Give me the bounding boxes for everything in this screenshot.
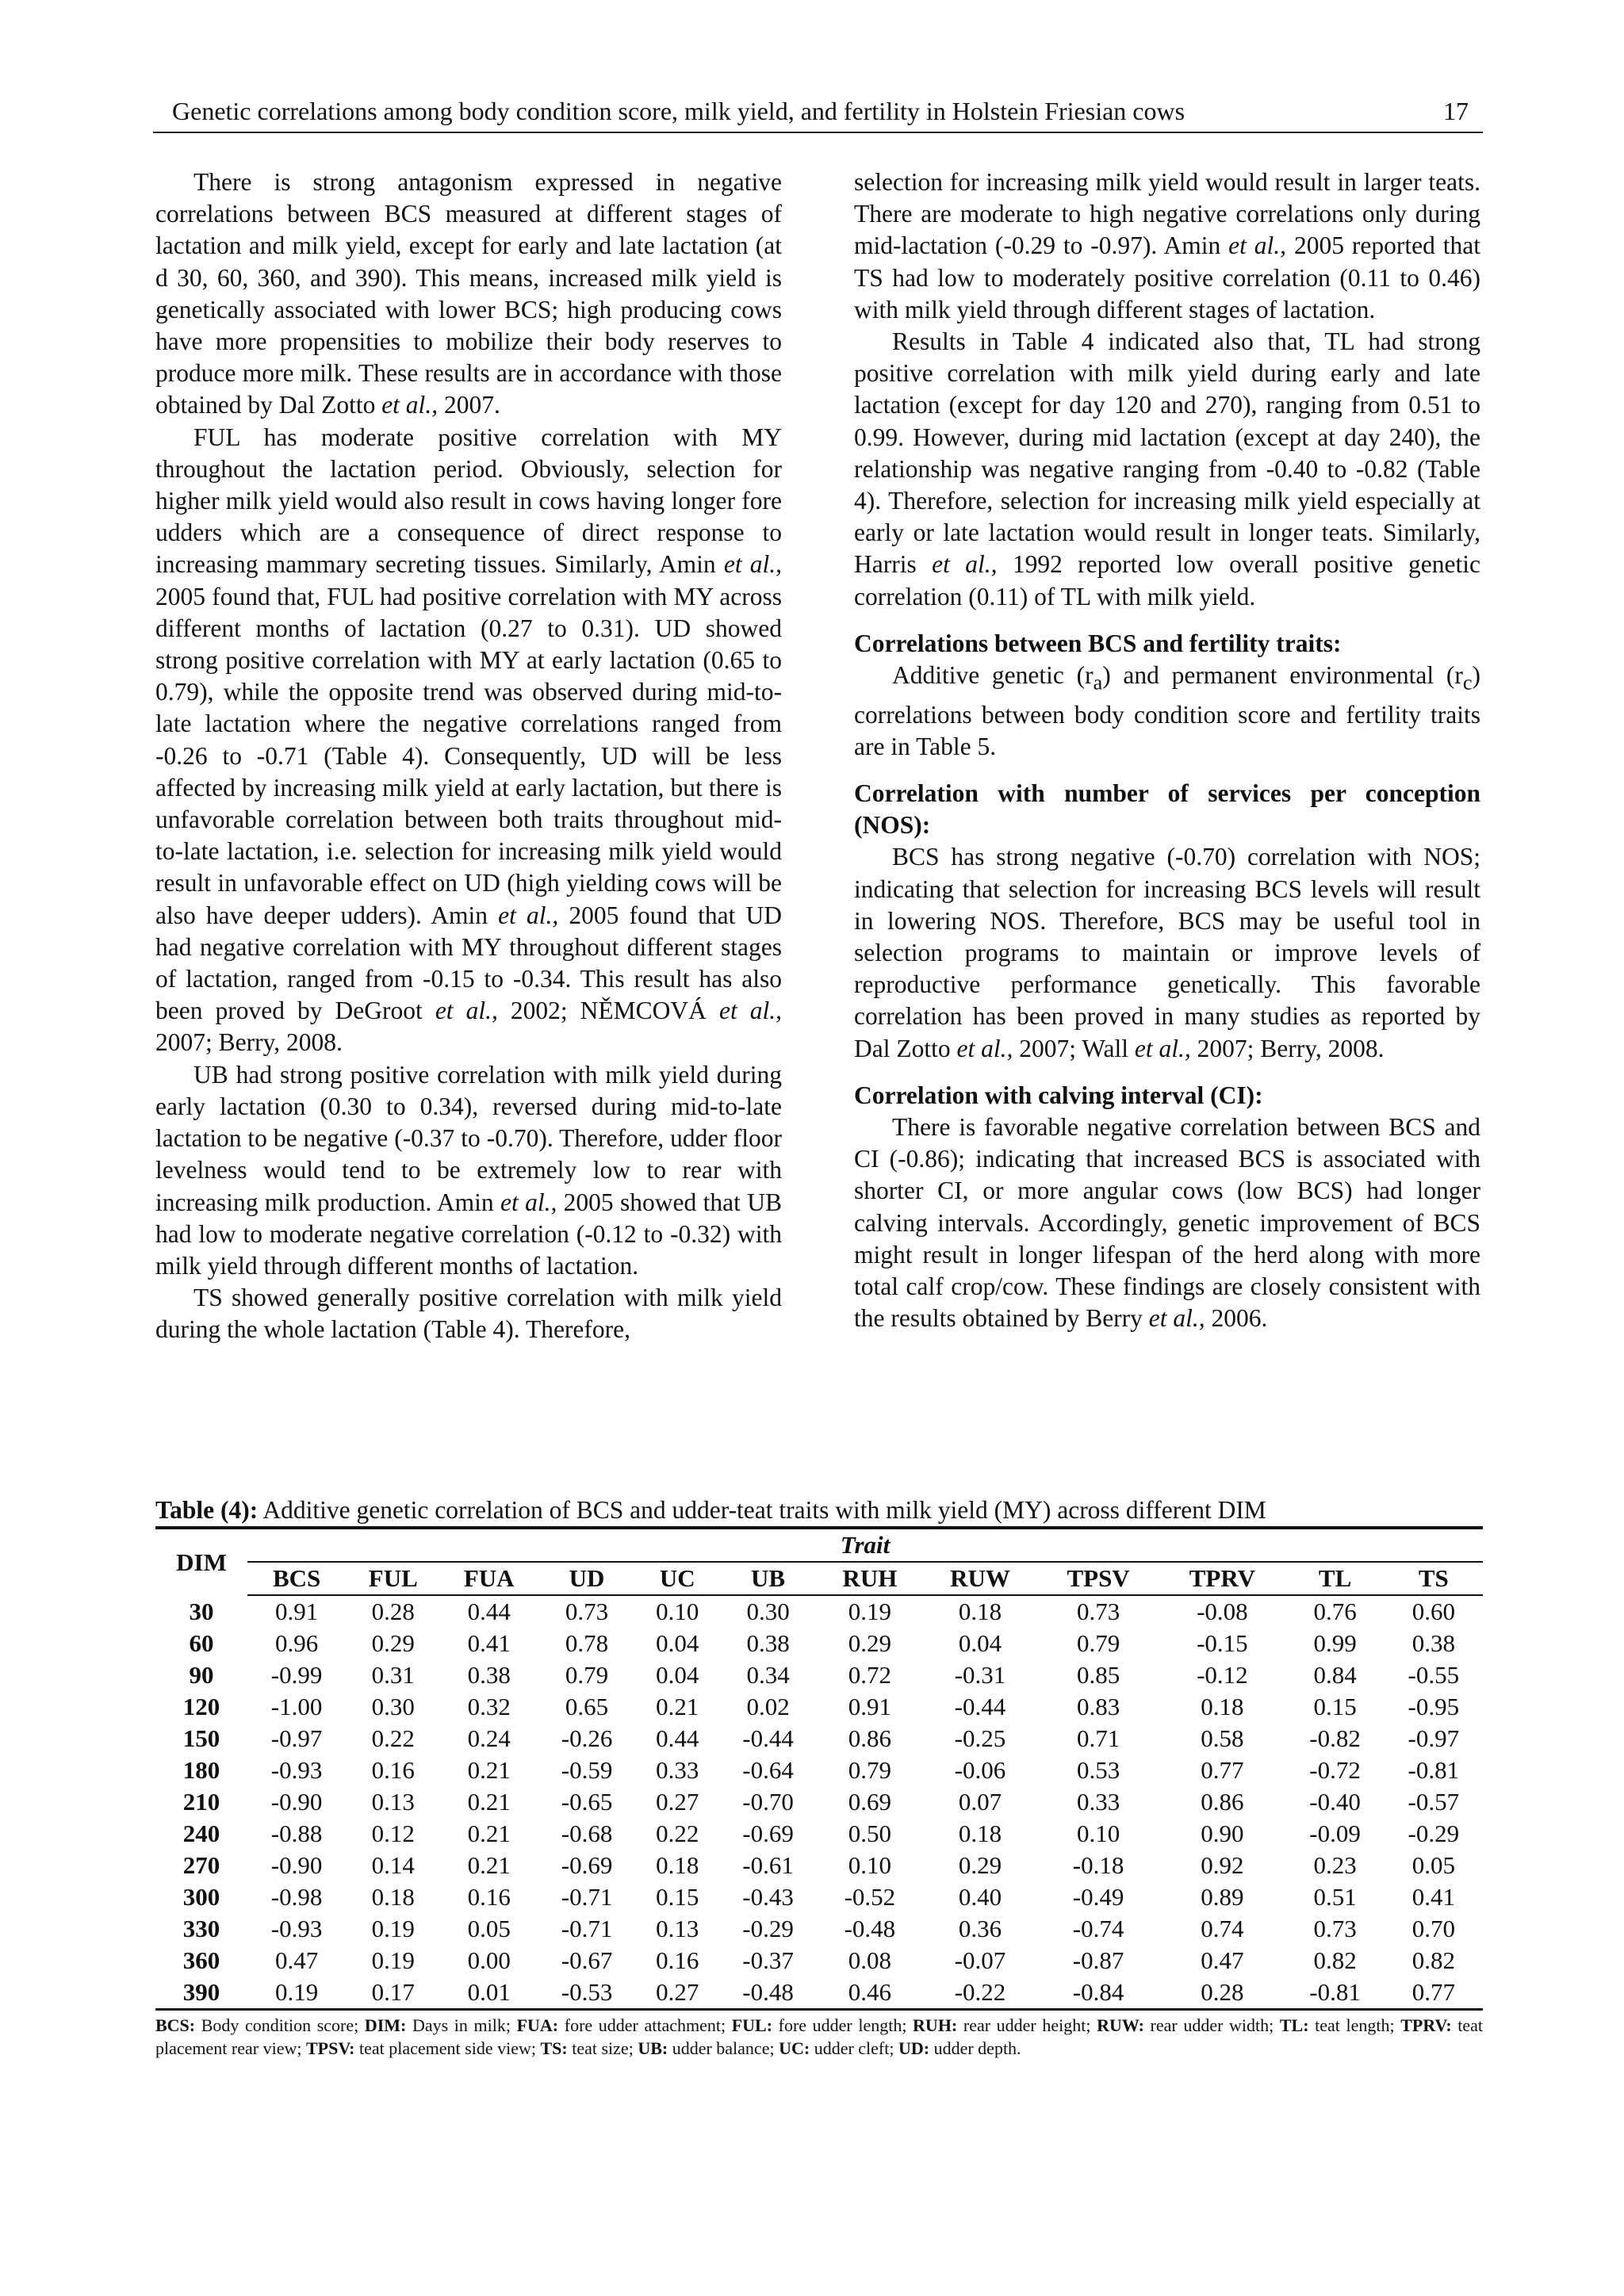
column-header: TPRV (1159, 1562, 1285, 1595)
column-header: BCS (247, 1562, 346, 1595)
table-cell: 0.77 (1411, 1978, 1455, 2006)
table-cell: 0.36 (958, 1915, 1002, 1942)
dim-cell: 150 (182, 1724, 220, 1752)
table-cell: -0.69 (561, 1851, 613, 1879)
table-cell: 0.38 (1411, 1629, 1455, 1657)
right-paragraph: Additive genetic $(r_a)$ and permanent environmental $(r_c)$ correlations between body condition score and fertility traits are in Table 5. (854, 661, 1480, 760)
table-cell: 0.15 (1313, 1693, 1357, 1720)
table-row (155, 1628, 1483, 1659)
table-cell: 0.29 (371, 1629, 415, 1657)
table-cell: 0.90 (1201, 1820, 1244, 1847)
dim-cell: 270 (182, 1851, 220, 1879)
dim-cell: 30 (189, 1597, 214, 1625)
table-cell: 0.30 (371, 1693, 415, 1720)
table-cell: 0.86 (1201, 1788, 1244, 1816)
table-cell: 0.79 (565, 1661, 609, 1689)
table-cell: 0.51 (1313, 1883, 1357, 1911)
right-paragraph: Results in Table 4 indicated also that, TL had strong positive correlation with milk yield during early and late lactation (except for day 120 and 270), ranging from 0.51 to 0.99. However, during mid lactation (except at day 240), the relationship was negative ranging from -0.40 to -0.82 (Table 4). Therefore, selection for increasing milk yield especially at early or late lactation would result in longer teats. Similarly, Harris et al., 1992 reported low overall positive genetic correlation (0.11) of TL with milk yield. (854, 327, 1480, 610)
table-cell: 0.44 (656, 1724, 699, 1752)
table-cell: -0.87 (1072, 1946, 1124, 1974)
table-row (155, 1881, 1483, 1913)
table-cell: -0.29 (742, 1915, 794, 1942)
column-header: UB (718, 1562, 817, 1595)
table-cell: 0.13 (656, 1915, 699, 1942)
table-cell: 0.16 (467, 1883, 511, 1911)
table-cell: -0.07 (954, 1946, 1006, 1974)
table-cell: 0.50 (848, 1820, 892, 1847)
table-cell: 0.79 (848, 1756, 892, 1784)
table-cell: 0.58 (1201, 1724, 1244, 1752)
table-cell: 0.01 (467, 1978, 511, 2006)
trait-header: Trait (247, 1528, 1483, 1562)
table-cell: -0.90 (270, 1851, 323, 1879)
table-cell: 0.69 (848, 1788, 892, 1816)
table-cell: 0.23 (1313, 1851, 1357, 1879)
table-cell: -0.93 (270, 1915, 323, 1942)
dim-cell: 300 (182, 1883, 220, 1911)
table-cell: 0.14 (371, 1851, 415, 1879)
table-cell: -0.95 (1408, 1693, 1460, 1720)
table-cell: -0.88 (270, 1820, 323, 1847)
table-cell: -0.93 (270, 1756, 323, 1784)
table-cell: 0.78 (565, 1629, 609, 1657)
table-cell: 0.38 (746, 1629, 790, 1657)
table-cell: -0.53 (561, 1978, 613, 2006)
table-cell: -0.59 (561, 1756, 613, 1784)
table-cell: 0.70 (1411, 1915, 1455, 1942)
table-cell: 0.77 (1201, 1756, 1244, 1784)
table-cell: -0.71 (561, 1915, 613, 1942)
table-cell: 0.02 (746, 1693, 790, 1720)
dim-cell: 360 (182, 1946, 220, 1974)
table-cell: 0.86 (848, 1724, 892, 1752)
table-cell: 0.18 (371, 1883, 415, 1911)
table-cell: -0.72 (1309, 1756, 1361, 1784)
left-paragraph: TS showed generally positive correlation with milk yield during the whole lactation (Table 4). Therefore, (155, 1284, 782, 1344)
left-paragraph: UB had strong positive correlation with milk yield during early lactation (0.30 to 0.34), reversed during mid-to-late lactation to be negative (-0.37 to -0.70). Therefore, udder floor levelness would tend to be extremely low to rear with increasing milk production. Amin et al., 2005 showed that UB had low to moderate negative correlation (-0.12 to -0.32) with milk yield through different months of lactation. (155, 1060, 782, 1280)
table-cell: 0.53 (1076, 1756, 1120, 1784)
table-cell: -0.97 (1408, 1724, 1460, 1752)
table-row (155, 1595, 1483, 1628)
table-cell: 0.21 (467, 1788, 511, 1816)
table-row (155, 1691, 1483, 1723)
table-cell: 0.73 (1076, 1598, 1120, 1625)
table-cell: 0.16 (371, 1756, 415, 1784)
table-cell: 0.79 (1076, 1629, 1120, 1657)
table-cell: 0.07 (958, 1788, 1002, 1816)
table-cell: 0.12 (371, 1820, 415, 1847)
table-cell: 0.27 (656, 1788, 699, 1816)
table-cell: 0.82 (1411, 1946, 1455, 1974)
dim-cell: 180 (182, 1756, 220, 1784)
table-cell: 0.32 (467, 1693, 511, 1720)
table-cell: 0.21 (656, 1693, 699, 1720)
column-header: UD (538, 1562, 636, 1595)
table-cell: 0.73 (1313, 1915, 1357, 1942)
table-cell: 0.19 (848, 1598, 892, 1625)
table-cell: 0.99 (1313, 1629, 1357, 1657)
dim-cell: 390 (182, 1978, 220, 2006)
column-header: RUH (818, 1562, 922, 1595)
table-cell: 0.18 (1201, 1693, 1244, 1720)
table-cell: 0.47 (274, 1946, 319, 1974)
table-cell: 0.16 (656, 1946, 699, 1974)
table-cell: 0.91 (274, 1598, 319, 1625)
table-cell: 0.00 (467, 1946, 511, 1974)
table-cell: -0.69 (742, 1820, 794, 1847)
table-cell: -0.52 (844, 1883, 896, 1911)
table-cell: -0.57 (1408, 1788, 1460, 1816)
table-cell: 0.33 (1076, 1788, 1120, 1816)
table-row (155, 1818, 1483, 1850)
table-cell: 0.83 (1076, 1693, 1120, 1720)
table-row (155, 1723, 1483, 1755)
table-cell: 0.18 (958, 1820, 1002, 1847)
table-cell: -0.64 (742, 1756, 794, 1784)
table-cell: 0.05 (1411, 1851, 1455, 1879)
running-title: Genetic correlations among body condition score, milk yield, and fertility in Holstein Friesian cows (172, 97, 1185, 125)
dim-cell: 60 (189, 1629, 214, 1657)
column-header: FUL (346, 1562, 440, 1595)
table-cell: 0.85 (1076, 1661, 1120, 1689)
right-heading: Correlation with number of services per conception (NOS): (854, 779, 1480, 840)
right-column (854, 166, 1480, 1334)
table-cell: -0.08 (1197, 1598, 1248, 1625)
table-row (155, 1945, 1483, 1976)
left-paragraph: FUL has moderate positive correlation with MY throughout the lactation period. Obviously, selection for higher milk yield would also result in cows having longer fore udders which are a consequence of direct response to increasing mammary secreting tissues. Similarly, Amin et al., 2005 found that, FUL had positive correlation with MY across different months of lactation (0.27 to 0.31). UD showed strong positive correlation with MY at early lactation (0.65 to 0.79), while the opposite trend was observed during mid-to-late lactation where the negative correlations ranged from -0.26 to -0.71 (Table 4). Consequently, UD will be less affected by increasing milk yield at early lactation, but there is unfavorable correlation between both traits throughout mid-to-late lactation, i.e. selection for increasing milk yield would result in unfavorable effect on UD (high yielding cows will be also have deeper udders). Amin et al., 2005 found that UD had negative correlation with MY throughout different stages of lactation, ranged from -0.15 to -0.34. This result has also been proved by DeGroot et al., 2002; NĚMCOVÁ et al., 2007; Berry, 2008. (155, 423, 782, 1057)
table-cell: -0.48 (742, 1978, 794, 2006)
correlation-table (155, 1526, 1483, 2011)
table-cell: -0.61 (742, 1851, 794, 1879)
table-cell: -0.81 (1408, 1756, 1460, 1784)
left-column (155, 166, 782, 1346)
column-header: TL (1286, 1562, 1385, 1595)
table-cell: -0.67 (561, 1946, 613, 1974)
column-header: TPSV (1038, 1562, 1159, 1595)
table-cell: 0.29 (958, 1851, 1002, 1879)
table-cell: 0.21 (467, 1756, 511, 1784)
table-cell: 0.19 (371, 1915, 415, 1942)
table-cell: 0.31 (371, 1661, 415, 1689)
page-number: 17 (1443, 97, 1469, 125)
table-cell: -0.97 (270, 1724, 323, 1752)
column-header-row (155, 1562, 1483, 1595)
table-row (155, 1976, 1483, 2010)
dim-cell: 90 (189, 1661, 214, 1689)
table-cell: -0.06 (954, 1756, 1006, 1784)
table-cell: 0.72 (848, 1661, 892, 1689)
table-cell: 0.21 (467, 1851, 511, 1879)
table-cell: 0.10 (1076, 1820, 1120, 1847)
table-cell: 0.71 (1076, 1724, 1120, 1752)
table-cell: 0.46 (848, 1978, 892, 2006)
table-cell: 0.65 (565, 1693, 609, 1720)
right-heading: Correlation with calving interval (CI): (854, 1081, 1263, 1109)
table-cell: 0.27 (656, 1978, 699, 2006)
table-cell: -0.12 (1197, 1661, 1248, 1689)
table-cell: 0.21 (467, 1820, 511, 1847)
table-cell: -0.25 (954, 1724, 1006, 1752)
table-cell: -0.82 (1309, 1724, 1361, 1752)
table-caption-text: Additive genetic correlation of BCS and udder-teat traits with milk yield (MY) across different DIM (258, 1496, 1266, 1524)
table-cell: 0.73 (565, 1598, 609, 1625)
table-cell: 0.96 (274, 1629, 319, 1657)
table-caption-label: Table (4): (155, 1496, 259, 1524)
table-cell: 0.29 (848, 1629, 892, 1657)
table-cell: -0.43 (742, 1883, 794, 1911)
table-cell: -0.55 (1408, 1661, 1460, 1689)
table-cell: 0.19 (274, 1978, 319, 2006)
dim-cell: 120 (182, 1693, 220, 1720)
table-cell: -0.44 (742, 1724, 794, 1752)
table-cell: 0.60 (1411, 1598, 1455, 1625)
table-cell: 0.22 (656, 1820, 699, 1847)
table-cell: 0.40 (958, 1883, 1002, 1911)
table-cell: 0.89 (1201, 1883, 1244, 1911)
table-cell: -0.49 (1072, 1883, 1124, 1911)
table-cell: 0.17 (371, 1978, 415, 2006)
table-cell: 0.18 (656, 1851, 699, 1879)
table-cell: 0.28 (1201, 1978, 1244, 2006)
table-cell: 0.19 (371, 1946, 415, 1974)
table-cell: 0.13 (371, 1788, 415, 1816)
table-row (155, 1755, 1483, 1786)
table-cell: 0.38 (467, 1661, 511, 1689)
table-cell: 0.08 (848, 1946, 892, 1974)
table-row (155, 1786, 1483, 1818)
table-cell: 0.04 (656, 1661, 699, 1689)
table-cell: 0.28 (371, 1598, 415, 1625)
table-cell: -0.71 (561, 1883, 613, 1911)
table-cell: 0.41 (1411, 1883, 1455, 1911)
table-cell: 0.74 (1201, 1915, 1244, 1942)
table-cell: -0.37 (742, 1946, 794, 1974)
table-cell: -0.15 (1197, 1629, 1248, 1657)
right-paragraph: There is favorable negative correlation between BCS and CI (-0.86); indicating that increased BCS is associated with shorter CI, or more angular cows (low BCS) had longer calving intervals. Accordingly, genetic improvement of BCS might result in longer lifespan of the herd along with more total calf crop/cow. These findings are closely consistent with the results obtained by Berry et al., 2006. (854, 1112, 1480, 1333)
dim-cell: 330 (182, 1915, 220, 1942)
right-paragraph: BCS has strong negative (-0.70) correlation with NOS; indicating that selection for increasing BCS levels will result in lowering NOS. Therefore, BCS may be useful tool in selection programs to maintain or improve levels of reproductive performance genetically. This favorable correlation has been proved in many studies as reported by Dal Zotto et al., 2007; Wall et al., 2007; Berry, 2008. (854, 843, 1480, 1062)
table-cell: 0.84 (1313, 1661, 1357, 1689)
table-cell: -0.31 (954, 1661, 1006, 1689)
table-cell: 0.24 (467, 1724, 511, 1752)
table-cell: -0.65 (561, 1788, 613, 1816)
table-cell: 0.10 (848, 1851, 892, 1879)
table-cell: -0.99 (270, 1661, 323, 1689)
table-cell: 0.04 (958, 1629, 1002, 1657)
table-cell: -0.44 (954, 1693, 1006, 1720)
table-cell: 0.82 (1313, 1946, 1357, 1974)
table-cell: -0.98 (270, 1883, 323, 1911)
table-cell: 0.34 (746, 1661, 790, 1689)
table-row (155, 1850, 1483, 1881)
table-cell: -0.48 (844, 1915, 896, 1942)
table-row (155, 1913, 1483, 1945)
table-cell: 0.18 (958, 1598, 1002, 1625)
dim-cell: 240 (182, 1820, 220, 1847)
table-cell: -1.00 (270, 1693, 323, 1720)
table-cell: -0.29 (1408, 1820, 1460, 1847)
table-footnote: BCS: Body condition score; DIM: Days in milk; FUA: fore udder attachment; FUL: fore udder length; RUH: rear udder height; RUW: rear udder width; TL: teat length; TPRV: teat placement rear view; TPSV: teat placement side view; TS: teat size; UB: udder balance; UC: udder cleft; UD: udder depth. (155, 2015, 1484, 2058)
table-cell: 0.41 (467, 1629, 511, 1657)
table-cell: 0.10 (656, 1598, 699, 1625)
table-row (155, 1659, 1483, 1691)
table-cell: -0.74 (1072, 1915, 1124, 1942)
table-cell: 0.76 (1313, 1598, 1357, 1625)
table-cell: 0.47 (1201, 1946, 1244, 1974)
table-cell: -0.68 (561, 1820, 613, 1847)
right-heading: Correlations between BCS and fertility traits: (854, 629, 1342, 657)
table-cell: -0.40 (1309, 1788, 1361, 1816)
right-paragraph: selection for increasing milk yield would result in larger teats. There are moderate to high negative correlations only during mid-lactation (-0.29 to -0.97). Amin et al., 2005 reported that TS had low to moderately positive correlation (0.11 to 0.46) with milk yield through different stages of lactation. (854, 168, 1480, 323)
table-cell: 0.33 (656, 1756, 699, 1784)
table-cell: -0.84 (1072, 1978, 1124, 2006)
table-cell: 0.92 (1201, 1851, 1244, 1879)
table-cell: 0.30 (746, 1598, 790, 1625)
table-cell: 0.22 (371, 1724, 415, 1752)
table-cell: -0.22 (954, 1978, 1006, 2006)
column-header: TS (1385, 1562, 1483, 1595)
table-cell: 0.04 (656, 1629, 699, 1657)
table-cell: 0.91 (848, 1693, 892, 1720)
table-cell: -0.18 (1072, 1851, 1124, 1879)
table-cell: 0.05 (467, 1915, 511, 1942)
table-cell: 0.15 (656, 1883, 699, 1911)
running-header (153, 95, 1483, 133)
column-header: UC (636, 1562, 718, 1595)
column-header: RUW (922, 1562, 1038, 1595)
dim-cell: 210 (182, 1788, 220, 1816)
table-cell: -0.70 (742, 1788, 794, 1816)
table-caption (155, 1494, 1483, 1526)
table-cell: 0.44 (467, 1598, 511, 1625)
table-cell: -0.90 (270, 1788, 323, 1816)
table-cell: -0.26 (561, 1724, 613, 1752)
left-paragraph: There is strong antagonism expressed in negative correlations between BCS measured at different stages of lactation and milk yield, except for early and late lactation (at d 30, 60, 360, and 390). This means, increased milk yield is genetically associated with lower BCS; high producing cows have more propensities to mobilize their body reserves to produce more milk. These results are in accordance with those obtained by Dal Zotto et al., 2007. (155, 168, 782, 419)
table-4 (155, 1494, 1483, 2060)
table-cell: -0.81 (1309, 1978, 1361, 2006)
column-header: FUA (440, 1562, 538, 1595)
table-body (155, 1595, 1483, 2010)
table-cell: -0.09 (1309, 1820, 1361, 1847)
dim-header: DIM (176, 1548, 227, 1576)
